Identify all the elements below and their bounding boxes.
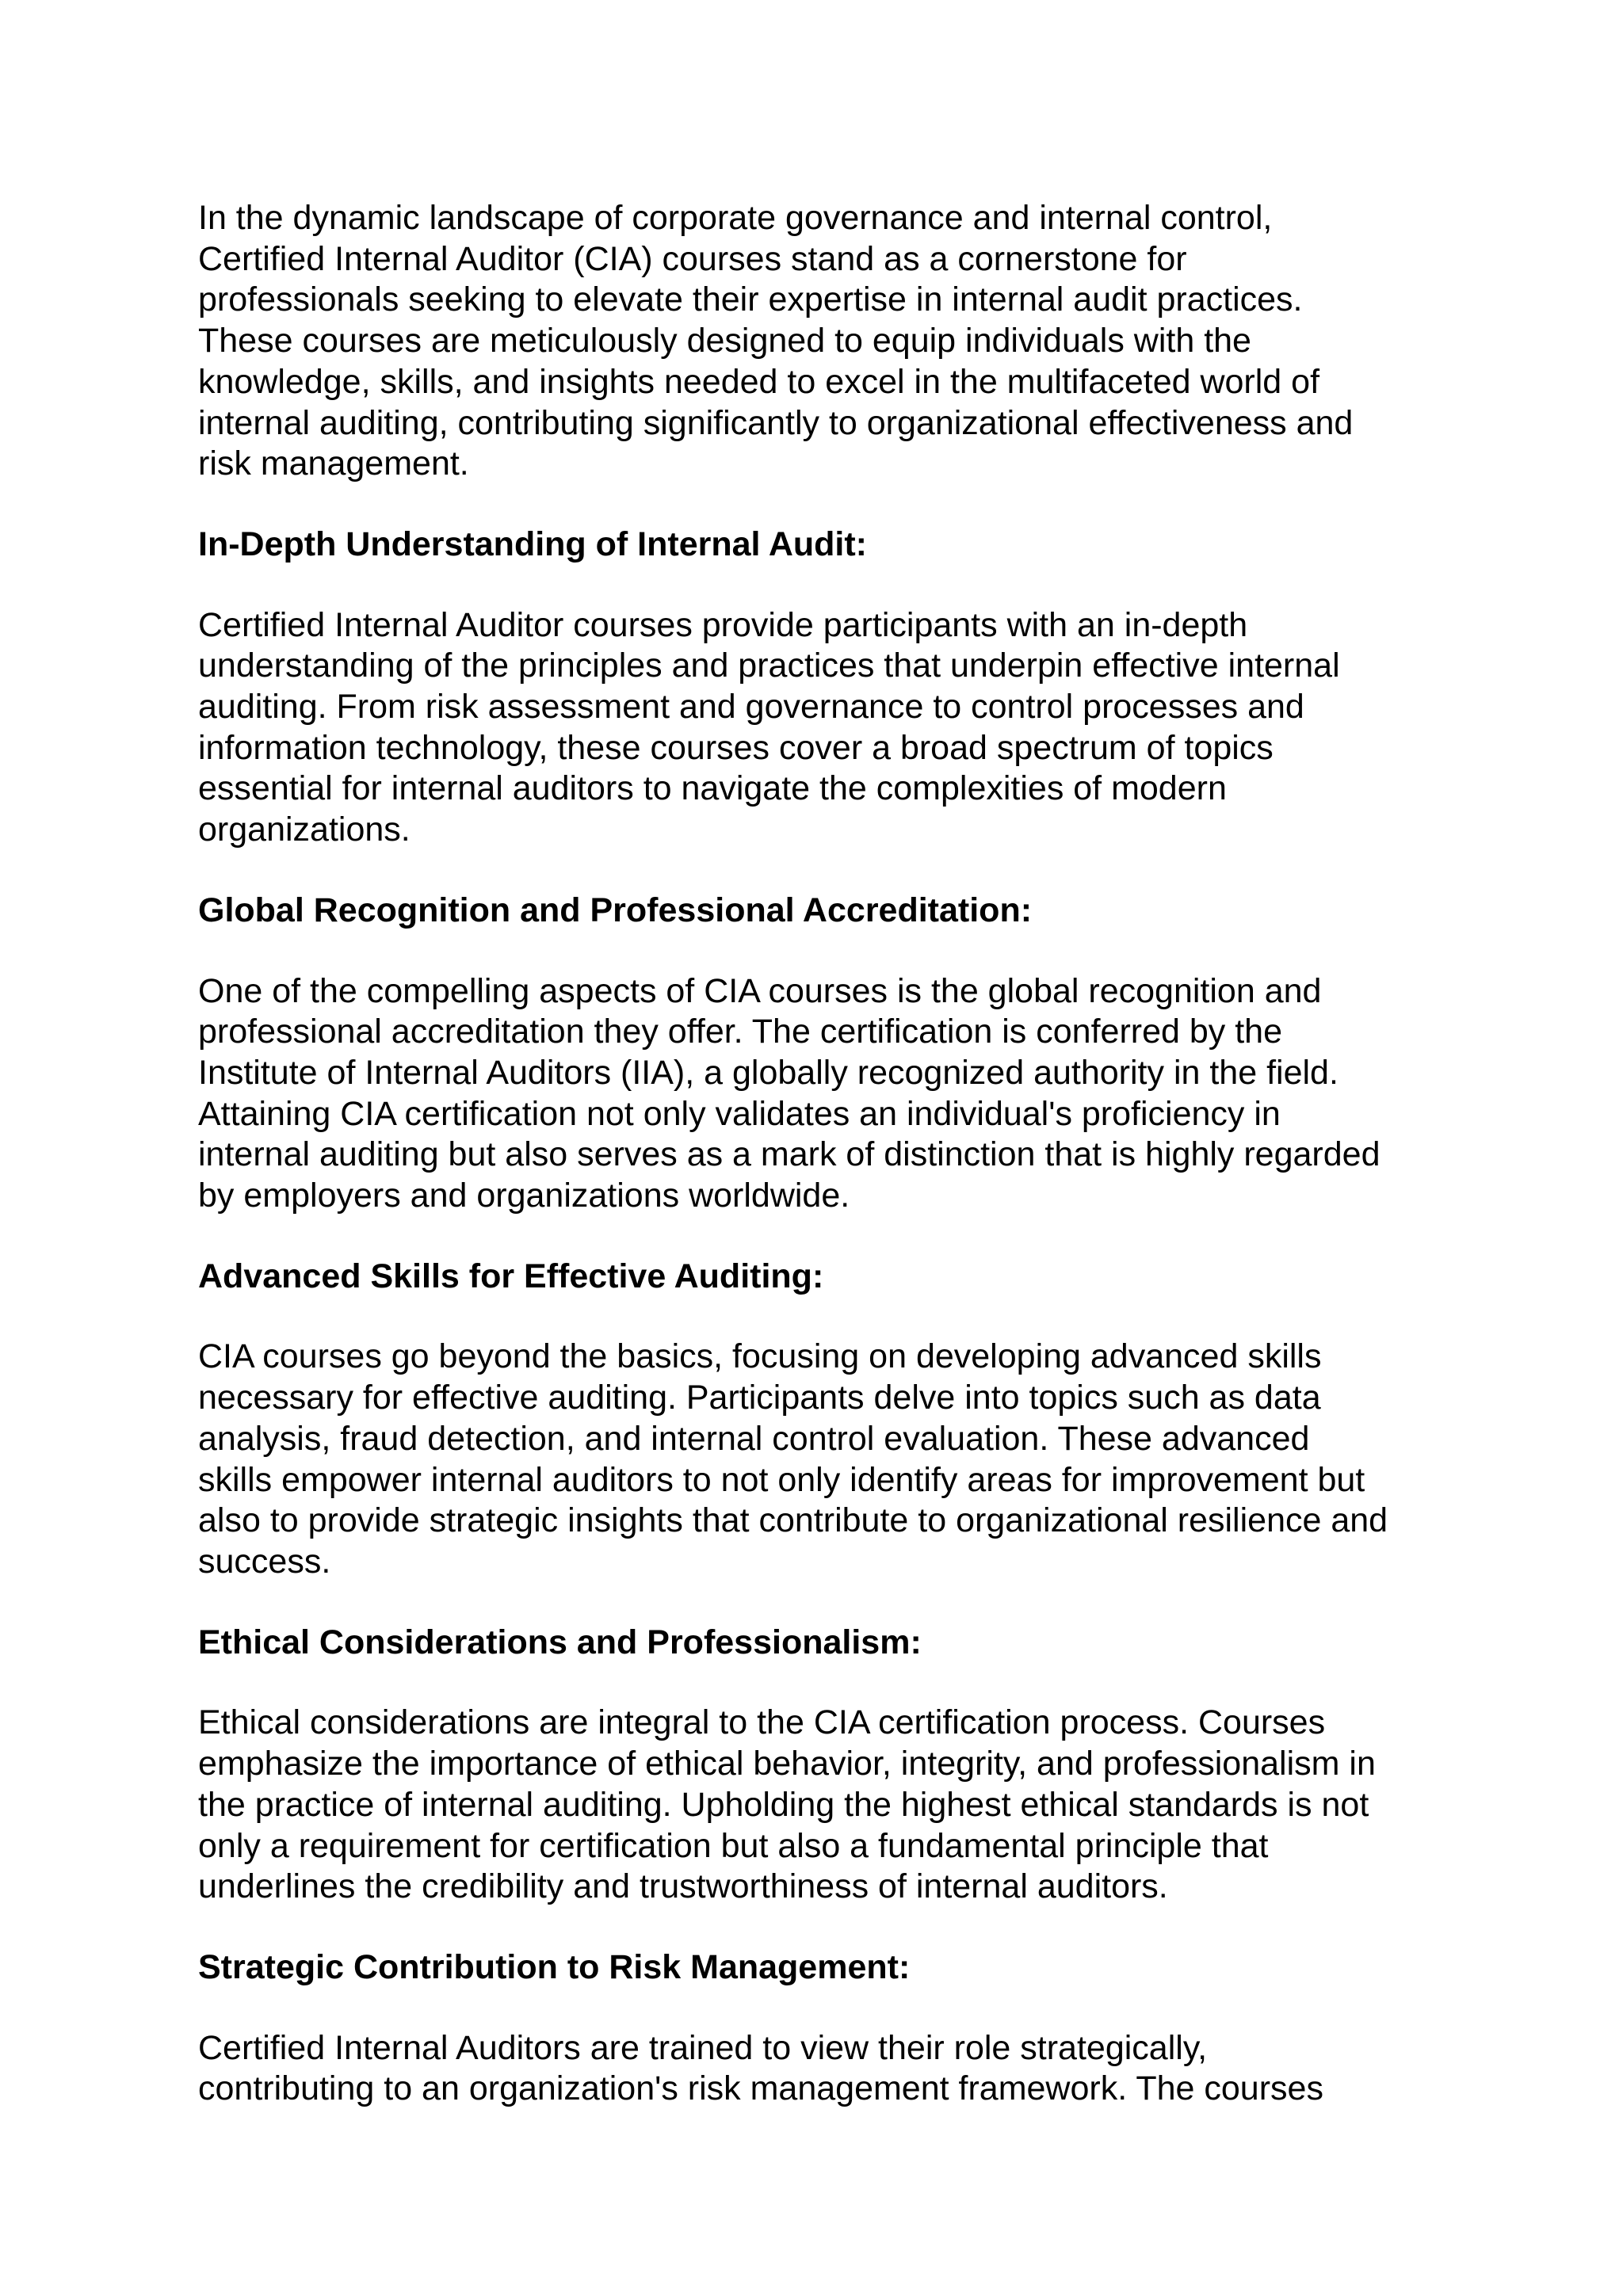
text-line: success. [198,1542,331,1581]
text-line: professionals seeking to elevate their expertise in internal audit practices. [198,280,1303,319]
document-page [198,198,1450,2110]
section-heading: In-Depth Understanding of Internal Audit: [198,524,868,563]
text-line: also to provide strategic insights that contribute to organizational resilience and [198,1501,1388,1540]
section-paragraph [198,2028,1450,2110]
section-paragraph [198,1337,1450,1582]
text-line: essential for internal auditors to navigate the complexities of modern [198,769,1227,808]
text-line: understanding of the principles and practices that underpin effective internal [198,646,1340,685]
section-heading: Strategic Contribution to Risk Management: [198,1947,911,1986]
text-line: risk management. [198,444,469,483]
section-heading: Advanced Skills for Effective Auditing: [198,1257,824,1295]
text-line: internal auditing, contributing significantly to organizational effectiveness and [198,403,1354,442]
text-line: Certified Internal Auditor (CIA) courses stand as a cornerstone for [198,239,1187,278]
text-line: organizations. [198,810,411,849]
text-line: contributing to an organization's risk management framework. The courses [198,2069,1323,2108]
text-line: auditing. From risk assessment and governance to control processes and [198,688,1304,727]
text-line: In the dynamic landscape of corporate governance and internal control, [198,199,1273,237]
text-line: CIA courses go beyond the basics, focusing on developing advanced skills [198,1337,1322,1376]
text-line: only a requirement for certification but also a fundamental principle that [198,1826,1269,1865]
text-line: skills empower internal auditors to not only identify areas for improvement but [198,1460,1365,1499]
section-heading: Ethical Considerations and Professionalism: [198,1623,922,1661]
section-paragraph [198,605,1450,851]
text-line: underlines the credibility and trustworthiness of internal auditors. [198,1867,1168,1906]
section-paragraph [198,1703,1450,1908]
text-line: These courses are meticulously designed to equip individuals with the [198,322,1251,360]
text-line: Certified Internal Auditors are trained to view their role strategically, [198,2028,1208,2067]
intro-paragraph [198,198,1450,485]
text-line: information technology, these courses cover a broad spectrum of topics [198,728,1274,767]
text-line: Attaining CIA certification not only validates an individual's proficiency in [198,1094,1281,1133]
text-line: knowledge, skills, and insights needed to excel in the multifaceted world of [198,362,1320,401]
section-paragraph [198,971,1450,1217]
text-line: Institute of Internal Auditors (IIA), a globally recognized authority in the field. [198,1053,1338,1092]
text-line: professional accreditation they offer. The certification is conferred by the [198,1013,1283,1051]
section-heading: Global Recognition and Professional Accreditation: [198,891,1033,929]
text-line: analysis, fraud detection, and internal control evaluation. These advanced [198,1419,1310,1458]
text-line: by employers and organizations worldwide. [198,1177,850,1215]
text-line: Certified Internal Auditor courses provide participants with an in-depth [198,605,1248,644]
text-line: internal auditing but also serves as a mark of distinction that is highly regarded [198,1135,1381,1174]
text-line: the practice of internal auditing. Upholding the highest ethical standards is not [198,1785,1369,1824]
text-line: necessary for effective auditing. Participants delve into topics such as data [198,1379,1321,1417]
text-line: One of the compelling aspects of CIA courses is the global recognition and [198,971,1322,1010]
text-line: emphasize the importance of ethical behavior, integrity, and professionalism in [198,1745,1376,1783]
text-line: Ethical considerations are integral to the CIA certification process. Courses [198,1703,1326,1742]
